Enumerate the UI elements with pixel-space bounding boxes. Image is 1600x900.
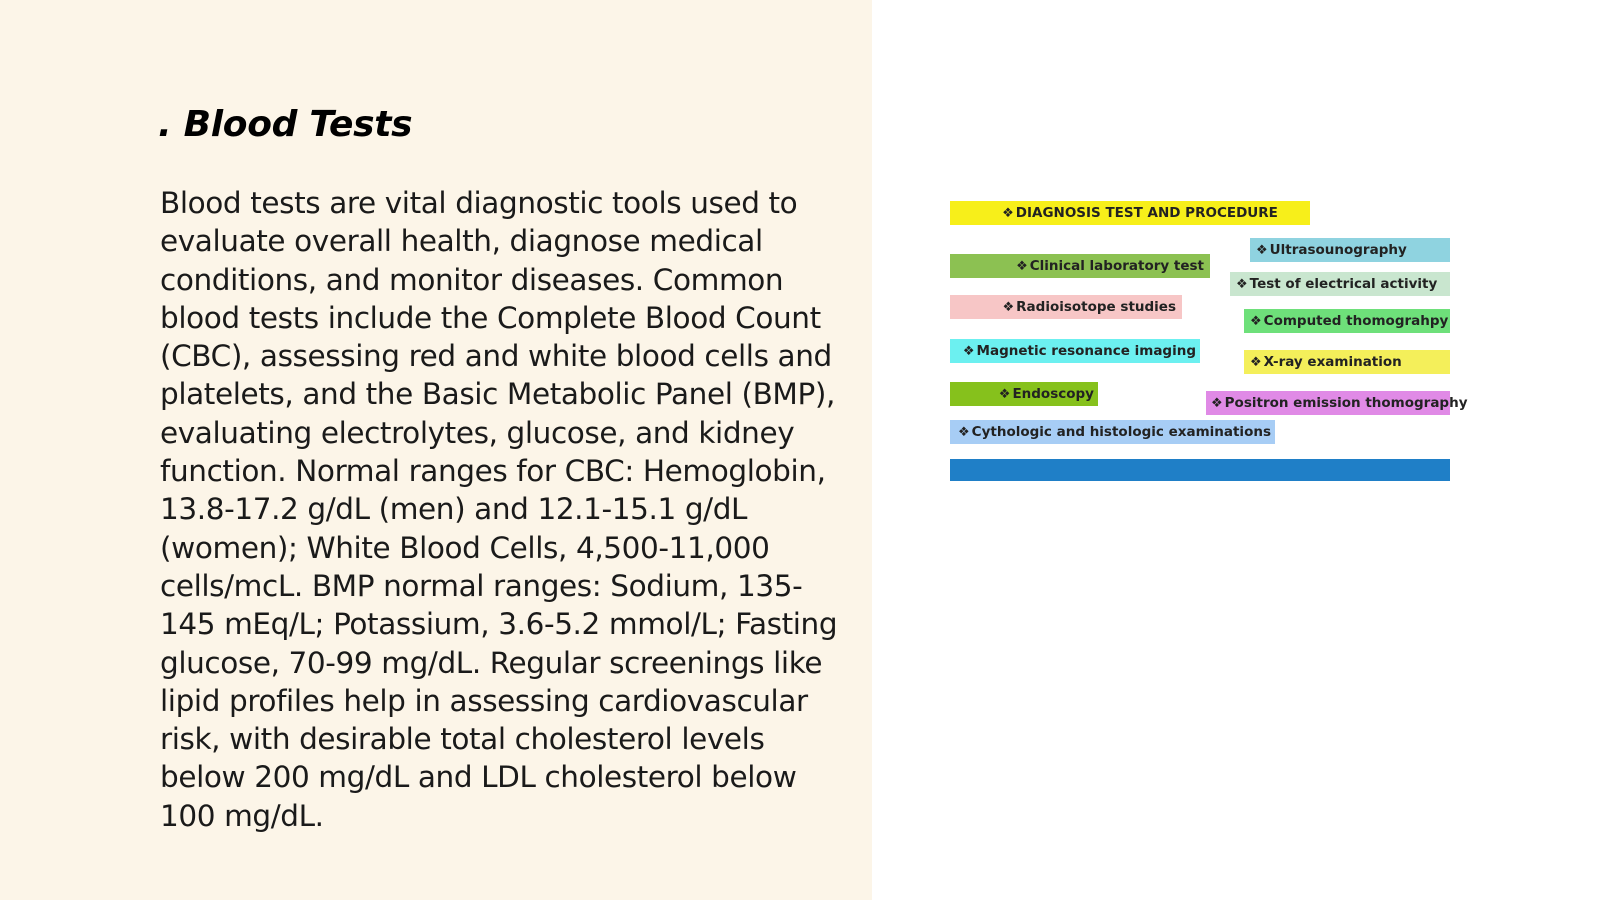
bullet-icon: ❖ [1002,299,1015,315]
tag-magnetic-resonance-imaging [950,339,1200,363]
tag-label: X-ray examination [1263,354,1402,370]
tag-label: Ultrasounography [1269,242,1407,258]
tag-endoscopy [950,382,1098,406]
tag-label: Magnetic resonance imaging [976,343,1196,359]
tag-radioisotope-studies [950,295,1182,319]
tag-label: Clinical laboratory test [1029,258,1204,274]
bullet-icon: ❖ [1250,313,1262,329]
tag-label: Positron emission thomography [1224,395,1468,411]
bullet-icon: ❖ [1236,276,1248,292]
tag-label: Test of electrical activity [1249,276,1438,292]
bullet-icon: ❖ [998,386,1011,402]
slide-title: . Blood Tests [158,104,413,145]
bullet-icon: ❖ [962,343,975,359]
bullet-icon: ❖ [1002,205,1014,221]
tag-cythologic-and-histologic-examinations [950,420,1275,444]
tag-label: Endoscopy [1012,386,1094,402]
slide-body-text: Blood tests are vital diagnostic tools used to evaluate overall health, diagnose medical conditions, and monitor diseases. Common blood tests include the Complete Blood Count (CBC), assessing red and white blood cells and platelets, and the Basic Metabolic Panel (BMP), evaluating electrolytes, glucose, and kidney function. Normal ranges for CBC: Hemoglobin, 13.8-17.2 g/dL (men) and 12.1-15.1 g/dL (women); White Blood Cells, 4,500-11,000 cells/mcL. BMP normal ranges: Sodium, 135-145 mEq/L; Potassium, 3.6-5.2 mmol/L; Fasting glucose, 70-99 mg/dL. Regular screenings like lipid profiles help in assessing cardiovascular risk, with desirable total cholesterol levels below 200 mg/dL and LDL cholesterol below 100 mg/dL. [160,186,838,833]
diagram-base-bar [950,459,1450,481]
bullet-icon: ❖ [1256,242,1268,258]
bullet-icon: ❖ [958,424,970,440]
tag-clinical-laboratory-test [950,254,1210,278]
bullet-icon: ❖ [1250,354,1262,370]
tag-positron-emission-thomography [1206,391,1468,415]
tag-label: Radioisotope studies [1016,299,1176,315]
tag-label: Computed thomograhpy [1263,313,1449,329]
tag-label: Cythologic and histologic examinations [971,424,1271,440]
tag-computed-thomograhpy [1244,309,1450,333]
tag-ultrasounography [1250,238,1450,262]
bullet-icon: ❖ [1016,258,1028,274]
diagram-header-label: DIAGNOSIS TEST AND PROCEDURE [1015,205,1278,221]
bullet-icon: ❖ [1211,395,1223,411]
tag-x-ray-examination [1244,350,1450,374]
diagram-header [950,201,1310,225]
tag-test-of-electrical-activity [1230,272,1450,296]
